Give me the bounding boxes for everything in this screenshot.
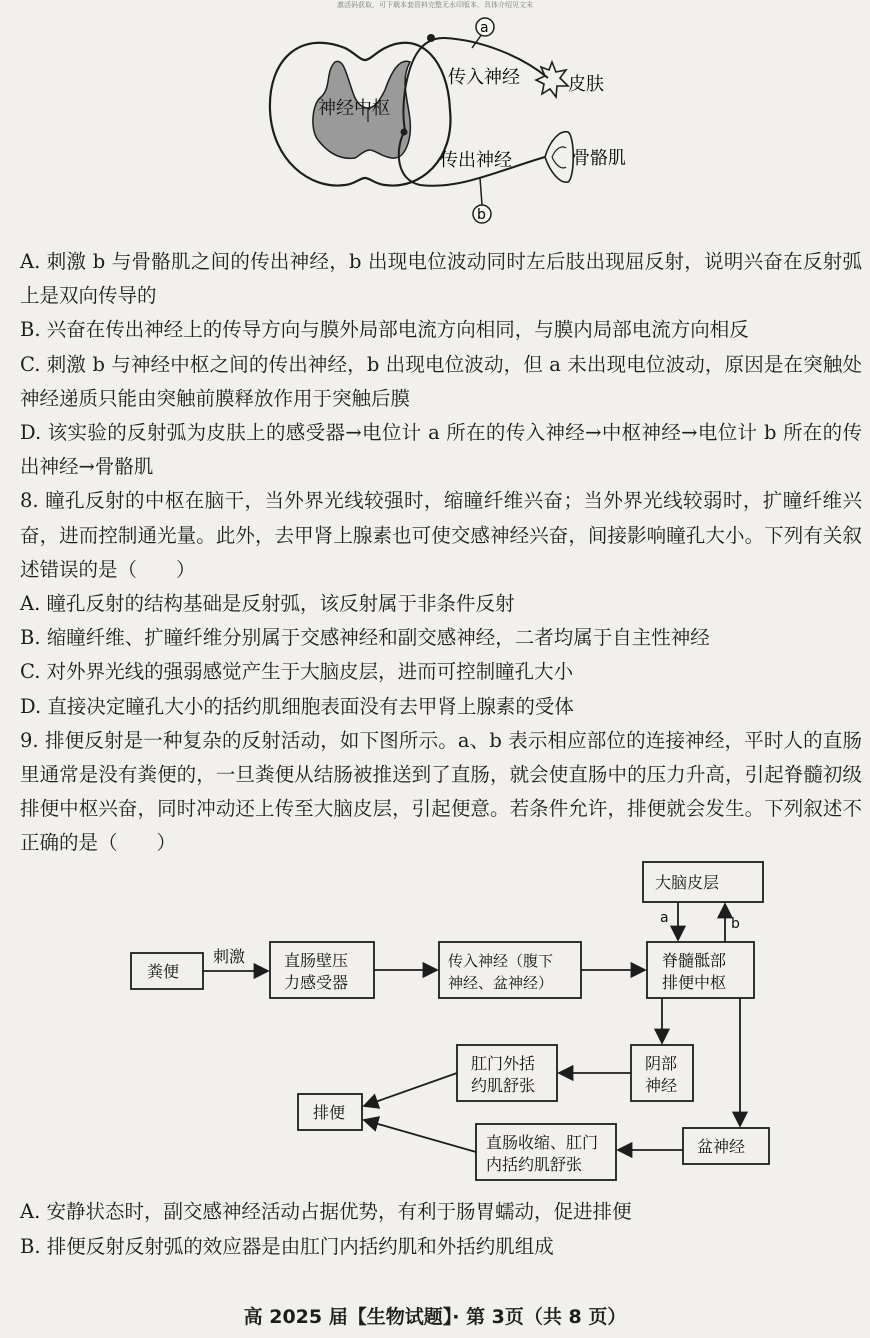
meter-b-label: b — [477, 207, 486, 223]
reflex-arc-diagram — [0, 0, 870, 240]
pudendal-label-1: 阴部 — [645, 1054, 678, 1073]
receptor-label-2: 力感受器 — [284, 973, 349, 992]
question-body — [20, 245, 862, 861]
feces-label: 粪便 — [147, 962, 180, 981]
external-label-1: 肛门外括 — [471, 1054, 536, 1073]
center-label: 神经中枢 — [318, 98, 390, 119]
q9-option-b: B. 排便反射反射弧的效应器是由肛门内括约肌和外括约肌组成 — [20, 1235, 554, 1258]
arrow-internal-defecation — [364, 1120, 476, 1152]
synapse-dot — [401, 129, 408, 136]
receptor-label-1: 直肠壁压 — [284, 951, 349, 970]
stimulus-label: 刺激 — [213, 947, 246, 966]
page-footer: 高 2025 届【生物试题】· 第 3页（共 8 页） — [243, 1306, 627, 1328]
q8-option-b: B. 缩瞳纤维、扩瞳纤维分别属于交感神经和副交感神经，二者均属于自主性神经 — [20, 626, 710, 650]
q9-option-a: A. 安静状态时，副交感神经活动占据优势，有利于肠胃蠕动，促进排便 — [20, 1200, 632, 1223]
defecation-label: 排便 — [313, 1103, 346, 1122]
q8-option-d: D. 直接决定瞳孔大小的括约肌细胞表面没有去甲肾上腺素的受体 — [20, 694, 574, 718]
defecation-flowchart — [0, 850, 870, 1195]
pudendal-label-2: 神经 — [645, 1076, 678, 1095]
efferent-label: 传出神经 — [440, 150, 512, 171]
ganglion — [427, 34, 435, 42]
afferent-label-2: 神经、盆神经） — [448, 974, 554, 992]
pelvic-label: 盆神经 — [697, 1137, 746, 1156]
meter-a-lead — [472, 34, 482, 48]
q7-option-a: A. 刺激 b 与骨骼肌之间的传出神经，b 出现电位波动同时左后肢出现屈反射，说明兴奋在反射弧上是双向传导的 — [20, 250, 862, 308]
q9-stem: 9. 排便反射是一种复杂的反射活动，如下图所示。a、b 表示相应部位的连接神经，平时人的直肠里通常是没有粪便的，一旦粪便从结肠被推送到了直肠，就会使直肠中的压力升高，引起脊髓初级排便中枢兴奋，同时冲动还上传至大脑皮层，引起便意。若条件允许，排便就会发生。下列叙述不正确的是（ ） — [20, 728, 862, 855]
skin-receptor-icon — [536, 62, 568, 97]
skin-label: 皮肤 — [568, 74, 604, 95]
q7-option-d: D. 该实验的反射弧为皮肤上的感受器→电位计 a 所在的传入神经→中枢神经→电位计 b 所在的传出神经→骨骼肌 — [20, 421, 862, 479]
spinal-label-1: 脊髓骶部 — [662, 951, 727, 970]
q7-option-b: B. 兴奋在传出神经上的传导方向与膜外局部电流方向相同，与膜内局部电流方向相反 — [20, 318, 749, 342]
cortex-label: 大脑皮层 — [655, 873, 720, 892]
q8-option-a: A. 瞳孔反射的结构基础是反射弧，该反射属于非条件反射 — [20, 592, 515, 616]
label-a: a — [660, 910, 669, 926]
spinal-label-2: 排便中枢 — [662, 973, 727, 992]
arrow-external-defecation — [364, 1073, 457, 1106]
afferent-label-1: 传入神经（腹下 — [448, 952, 554, 970]
q7-option-c: C. 刺激 b 与神经中枢之间的传出神经，b 出现电位波动，但 a 未出现电位波动，原因是在突触处神经递质只能由突触前膜释放作用于突触后膜 — [20, 352, 862, 410]
skeletal-muscle-icon — [545, 132, 573, 182]
meter-a-label: a — [480, 20, 489, 36]
meter-b-lead — [480, 178, 482, 205]
watermark-text: 激活码获取，可下载本套资料完整无水印版本，具体介绍见文末 — [337, 1, 533, 9]
afferent-label: 传入神经 — [448, 67, 520, 88]
internal-label-1: 直肠收缩、肛门 — [486, 1133, 599, 1152]
internal-label-2: 内括约肌舒张 — [486, 1155, 583, 1174]
q8-stem: 8. 瞳孔反射的中枢在脑干，当外界光线较强时，缩瞳纤维兴奋；当外界光线较弱时，扩瞳纤维兴奋，进而控制通光量。此外，去甲肾上腺素也可使交感神经兴奋，间接影响瞳孔大小。下列有关叙述错误的是（ ） — [20, 489, 862, 581]
external-label-2: 约肌舒张 — [471, 1076, 536, 1095]
q8-option-c: C. 对外界光线的强弱感觉产生于大脑皮层，进而可控制瞳孔大小 — [20, 660, 574, 684]
q9-options — [20, 1194, 862, 1264]
label-b: b — [731, 916, 740, 932]
muscle-label: 骨骼肌 — [572, 148, 626, 169]
